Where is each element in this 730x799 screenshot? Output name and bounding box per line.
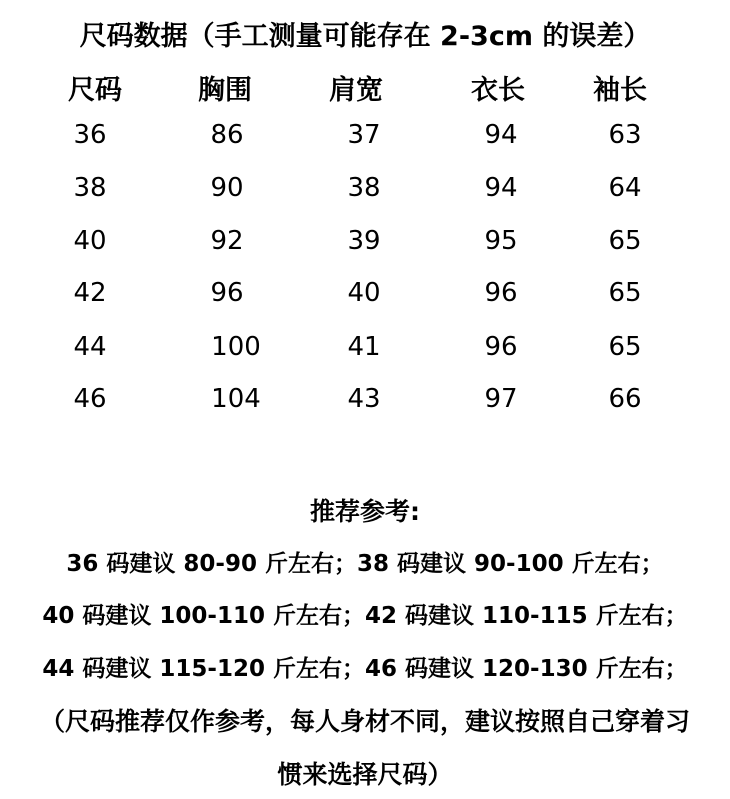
recommend-note: （尺码推荐仅作参考，每人身材不同，建议按照自己穿着习 — [39, 707, 690, 736]
table-header-row — [0, 68, 730, 108]
table-row — [0, 278, 730, 318]
table-row — [0, 226, 730, 266]
table-row — [0, 332, 730, 372]
cell-sleeve: 63 — [608, 120, 642, 150]
header-sleeve: 袖长 — [593, 75, 647, 106]
cell-shoulder: 38 — [347, 173, 381, 203]
recommend-note: 惯来选择尺码） — [277, 760, 453, 789]
cell-length: 95 — [484, 226, 518, 256]
cell-chest: 100 — [211, 332, 261, 362]
cell-length: 94 — [484, 120, 518, 150]
page-title: 尺码数据（手工测量可能存在 2-3cm 的误差） — [79, 21, 651, 52]
cell-chest: 90 — [210, 173, 244, 203]
cell-sleeve: 66 — [608, 384, 642, 414]
cell-length: 97 — [484, 384, 518, 414]
cell-chest: 104 — [211, 384, 261, 414]
recommend-line: 40 码建议 100-110 斤左右；42 码建议 110-115 斤左右； — [42, 603, 688, 629]
cell-shoulder: 43 — [347, 384, 381, 414]
table-row — [0, 173, 730, 213]
cell-chest: 96 — [210, 278, 244, 308]
cell-sleeve: 65 — [608, 332, 642, 362]
cell-chest: 86 — [210, 120, 244, 150]
cell-chest: 92 — [210, 226, 244, 256]
header-size: 尺码 — [68, 75, 122, 106]
cell-size: 36 — [73, 120, 107, 150]
cell-size: 42 — [73, 278, 107, 308]
cell-shoulder: 39 — [347, 226, 381, 256]
cell-size: 44 — [73, 332, 107, 362]
cell-size: 38 — [73, 173, 107, 203]
cell-shoulder: 37 — [347, 120, 381, 150]
header-chest: 胸围 — [198, 75, 252, 106]
cell-length: 96 — [484, 332, 518, 362]
recommend-title: 推荐参考: — [310, 497, 420, 526]
cell-length: 94 — [484, 173, 518, 203]
cell-shoulder: 40 — [347, 278, 381, 308]
cell-length: 96 — [484, 278, 518, 308]
cell-sleeve: 65 — [608, 278, 642, 308]
cell-sleeve: 65 — [608, 226, 642, 256]
header-length: 衣长 — [471, 75, 525, 106]
cell-shoulder: 41 — [347, 332, 381, 362]
cell-size: 40 — [73, 226, 107, 256]
recommend-line: 44 码建议 115-120 斤左右；46 码建议 120-130 斤左右； — [42, 656, 688, 682]
recommend-line: 36 码建议 80-90 斤左右；38 码建议 90-100 斤左右； — [66, 551, 664, 577]
cell-sleeve: 64 — [608, 173, 642, 203]
header-shoulder: 肩宽 — [329, 75, 383, 106]
cell-size: 46 — [73, 384, 107, 414]
table-row — [0, 120, 730, 160]
table-row — [0, 384, 730, 424]
